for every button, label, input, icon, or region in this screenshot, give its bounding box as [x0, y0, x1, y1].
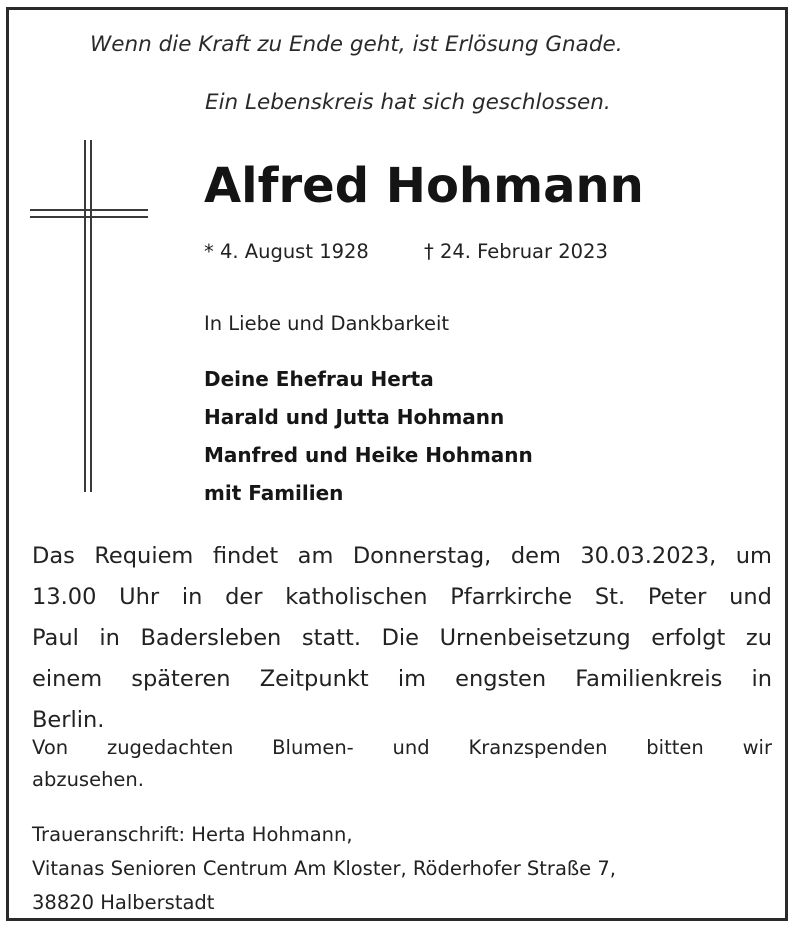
paragraph-line: [32, 618, 772, 659]
word: findet: [212, 543, 279, 569]
mourner-line: Deine Ehefrau Herta: [204, 367, 434, 391]
address-line: Vitanas Senioren Centrum Am Kloster, Röderhofer Straße 7,: [32, 857, 616, 880]
motto-line-1: Wenn die Kraft zu Ende geht, ist Erlösung Gnade.: [90, 32, 623, 57]
word: Peter: [647, 584, 707, 610]
word: einem: [32, 666, 103, 692]
word: zugedachten: [106, 736, 234, 759]
birth-date: * 4. August 1928: [204, 240, 369, 263]
requiem-paragraph: [32, 536, 772, 741]
word: zu: [745, 625, 772, 651]
gratitude-line: In Liebe und Dankbarkeit: [204, 312, 450, 335]
word: und: [392, 736, 430, 759]
mourning-address: [32, 818, 616, 920]
word: in: [751, 666, 772, 692]
word: Uhr: [119, 584, 160, 610]
paragraph-line: [32, 732, 772, 764]
mourner-line: mit Familien: [204, 481, 344, 505]
word: katholischen: [285, 584, 428, 610]
word: Requiem: [94, 543, 194, 569]
address-line: 38820 Halberstadt: [32, 891, 215, 914]
mourner-line: Manfred und Heike Hohmann: [204, 443, 533, 467]
death-date: † 24. Februar 2023: [424, 240, 608, 263]
paragraph-line: [32, 659, 772, 700]
word: im: [397, 666, 426, 692]
word: Urnenbeisetzung: [439, 625, 631, 651]
word: engsten: [455, 666, 547, 692]
word: Pfarrkirche: [450, 584, 573, 610]
word: Von: [32, 736, 69, 759]
word: Kranzspenden: [468, 736, 608, 759]
mourners-list: [204, 360, 533, 512]
word: Das: [32, 543, 75, 569]
paragraph-line: [32, 577, 772, 618]
word: statt.: [301, 625, 362, 651]
word: Berlin.: [32, 707, 105, 733]
word: bitten: [646, 736, 704, 759]
word: Die: [381, 625, 419, 651]
mourner-line: Harald und Jutta Hohmann: [204, 405, 505, 429]
word: Paul: [32, 625, 79, 651]
word: und: [729, 584, 772, 610]
paragraph-line: [32, 764, 772, 796]
word: Zeitpunkt: [259, 666, 369, 692]
motto-line-2: Ein Lebenskreis hat sich geschlossen.: [205, 90, 611, 115]
word: am: [297, 543, 334, 569]
word: erfolgt: [651, 625, 726, 651]
word: Badersleben: [140, 625, 282, 651]
cross-icon: [30, 140, 148, 492]
word: Blumen-: [272, 736, 354, 759]
word: der: [225, 584, 263, 610]
flowers-paragraph: [32, 732, 772, 796]
word: späteren: [131, 666, 231, 692]
word: um: [735, 543, 772, 569]
paragraph-line: [32, 536, 772, 577]
word: 30.03.2023,: [580, 543, 717, 569]
address-line: Traueranschrift: Herta Hohmann,: [32, 823, 353, 846]
word: Familienkreis: [575, 666, 723, 692]
deceased-name: Alfred Hohmann: [204, 158, 644, 214]
word: St.: [594, 584, 626, 610]
word: Donnerstag,: [352, 543, 492, 569]
word: 13.00: [32, 584, 97, 610]
word: abzusehen.: [32, 768, 144, 791]
word: wir: [742, 736, 772, 759]
word: in: [181, 584, 203, 610]
word: in: [99, 625, 120, 651]
word: dem: [510, 543, 561, 569]
